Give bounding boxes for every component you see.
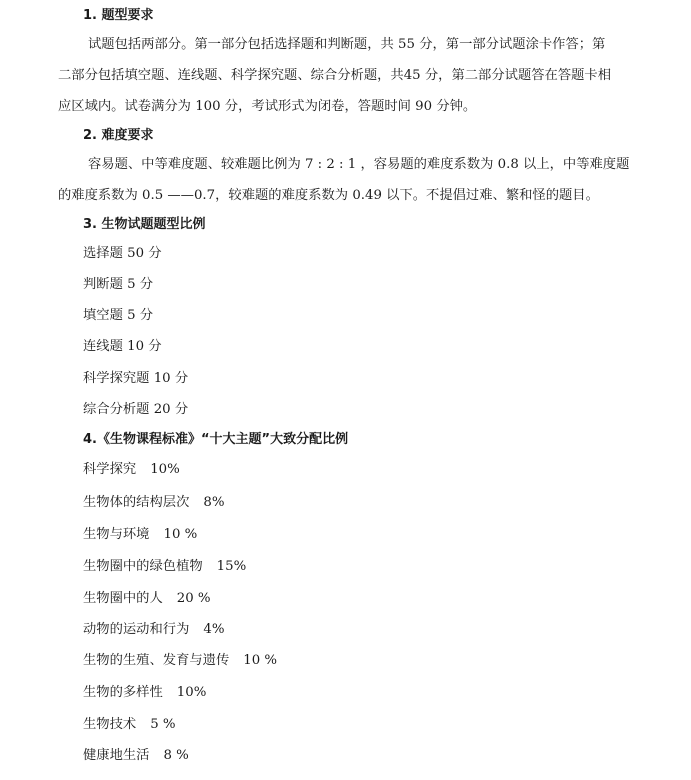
section-2-line-1: 容易题、中等难度题、较难题比例为 7 : 2 : 1 ，容易题的难度系数为 0.8 以上，中等难度题 bbox=[88, 157, 630, 172]
question-type-item: 选择题 50 分 bbox=[83, 246, 162, 261]
topic-name: 健康地生活 bbox=[83, 748, 150, 763]
question-type-item: 填空题 5 分 bbox=[83, 308, 154, 323]
topic-name: 科学探究 bbox=[83, 462, 137, 477]
topic-name: 动物的运动和行为 bbox=[83, 622, 190, 637]
topic-name: 生物技术 bbox=[83, 717, 137, 732]
topic-item bbox=[83, 652, 277, 670]
topic-name: 生物的多样性 bbox=[83, 685, 163, 700]
topic-name: 生物体的结构层次 bbox=[83, 495, 190, 510]
topic-item bbox=[83, 461, 180, 479]
topic-name: 生物圈中的人 bbox=[83, 591, 163, 606]
topic-percentage: 8% bbox=[203, 495, 225, 510]
section-1-line-2: 二部分包括填空题、连线题、科学探究题、综合分析题，共45 分，第二部分试题答在答题卡相 bbox=[58, 68, 612, 83]
section-4-heading: 4.《生物课程标准》“十大主题”大致分配比例 bbox=[83, 432, 349, 447]
topic-item bbox=[83, 494, 224, 512]
topic-name: 生物与环境 bbox=[83, 527, 150, 542]
topic-percentage: 4% bbox=[203, 622, 225, 637]
topic-percentage: 10% bbox=[176, 685, 207, 700]
question-type-item: 连线题 10 分 bbox=[83, 339, 162, 354]
question-type-item: 判断题 5 分 bbox=[83, 277, 154, 292]
topic-item bbox=[83, 684, 206, 702]
topic-item bbox=[83, 747, 189, 765]
section-2-line-2: 的难度系数为 0.5 ——0.7，较难题的难度系数为 0.49 以下。不提倡过难、繁和怪的题目。 bbox=[58, 188, 599, 203]
topic-percentage: 10% bbox=[150, 462, 180, 477]
topic-item bbox=[83, 621, 224, 639]
topic-item bbox=[83, 590, 211, 608]
topic-item bbox=[83, 716, 176, 734]
topic-percentage: 20 % bbox=[176, 591, 211, 606]
question-type-item: 综合分析题 20 分 bbox=[83, 402, 189, 417]
topic-percentage: 10 % bbox=[163, 527, 198, 542]
question-type-item: 科学探究题 10 分 bbox=[83, 371, 189, 386]
topic-percentage: 10 % bbox=[243, 653, 278, 668]
topic-name: 生物的生殖、发育与遗传 bbox=[83, 653, 230, 668]
topic-item bbox=[83, 526, 197, 544]
topic-item bbox=[83, 558, 246, 576]
topic-percentage: 15% bbox=[216, 559, 247, 574]
section-3-heading: 3. 生物试题题型比例 bbox=[83, 217, 206, 232]
section-1-heading: 1. 题型要求 bbox=[83, 8, 154, 23]
topic-percentage: 5 % bbox=[150, 717, 176, 732]
section-2-heading: 2. 难度要求 bbox=[83, 128, 154, 143]
section-1-line-3: 应区域内。试卷满分为 100 分，考试形式为闭卷，答题时间 90 分钟。 bbox=[58, 99, 477, 114]
section-1-line-1: 试题包括两部分。第一部分包括选择题和判断题，共 55 分，第一部分试题涂卡作答；第 bbox=[88, 37, 606, 52]
topic-name: 生物圈中的绿色植物 bbox=[83, 559, 203, 574]
topic-percentage: 8 % bbox=[163, 748, 189, 763]
